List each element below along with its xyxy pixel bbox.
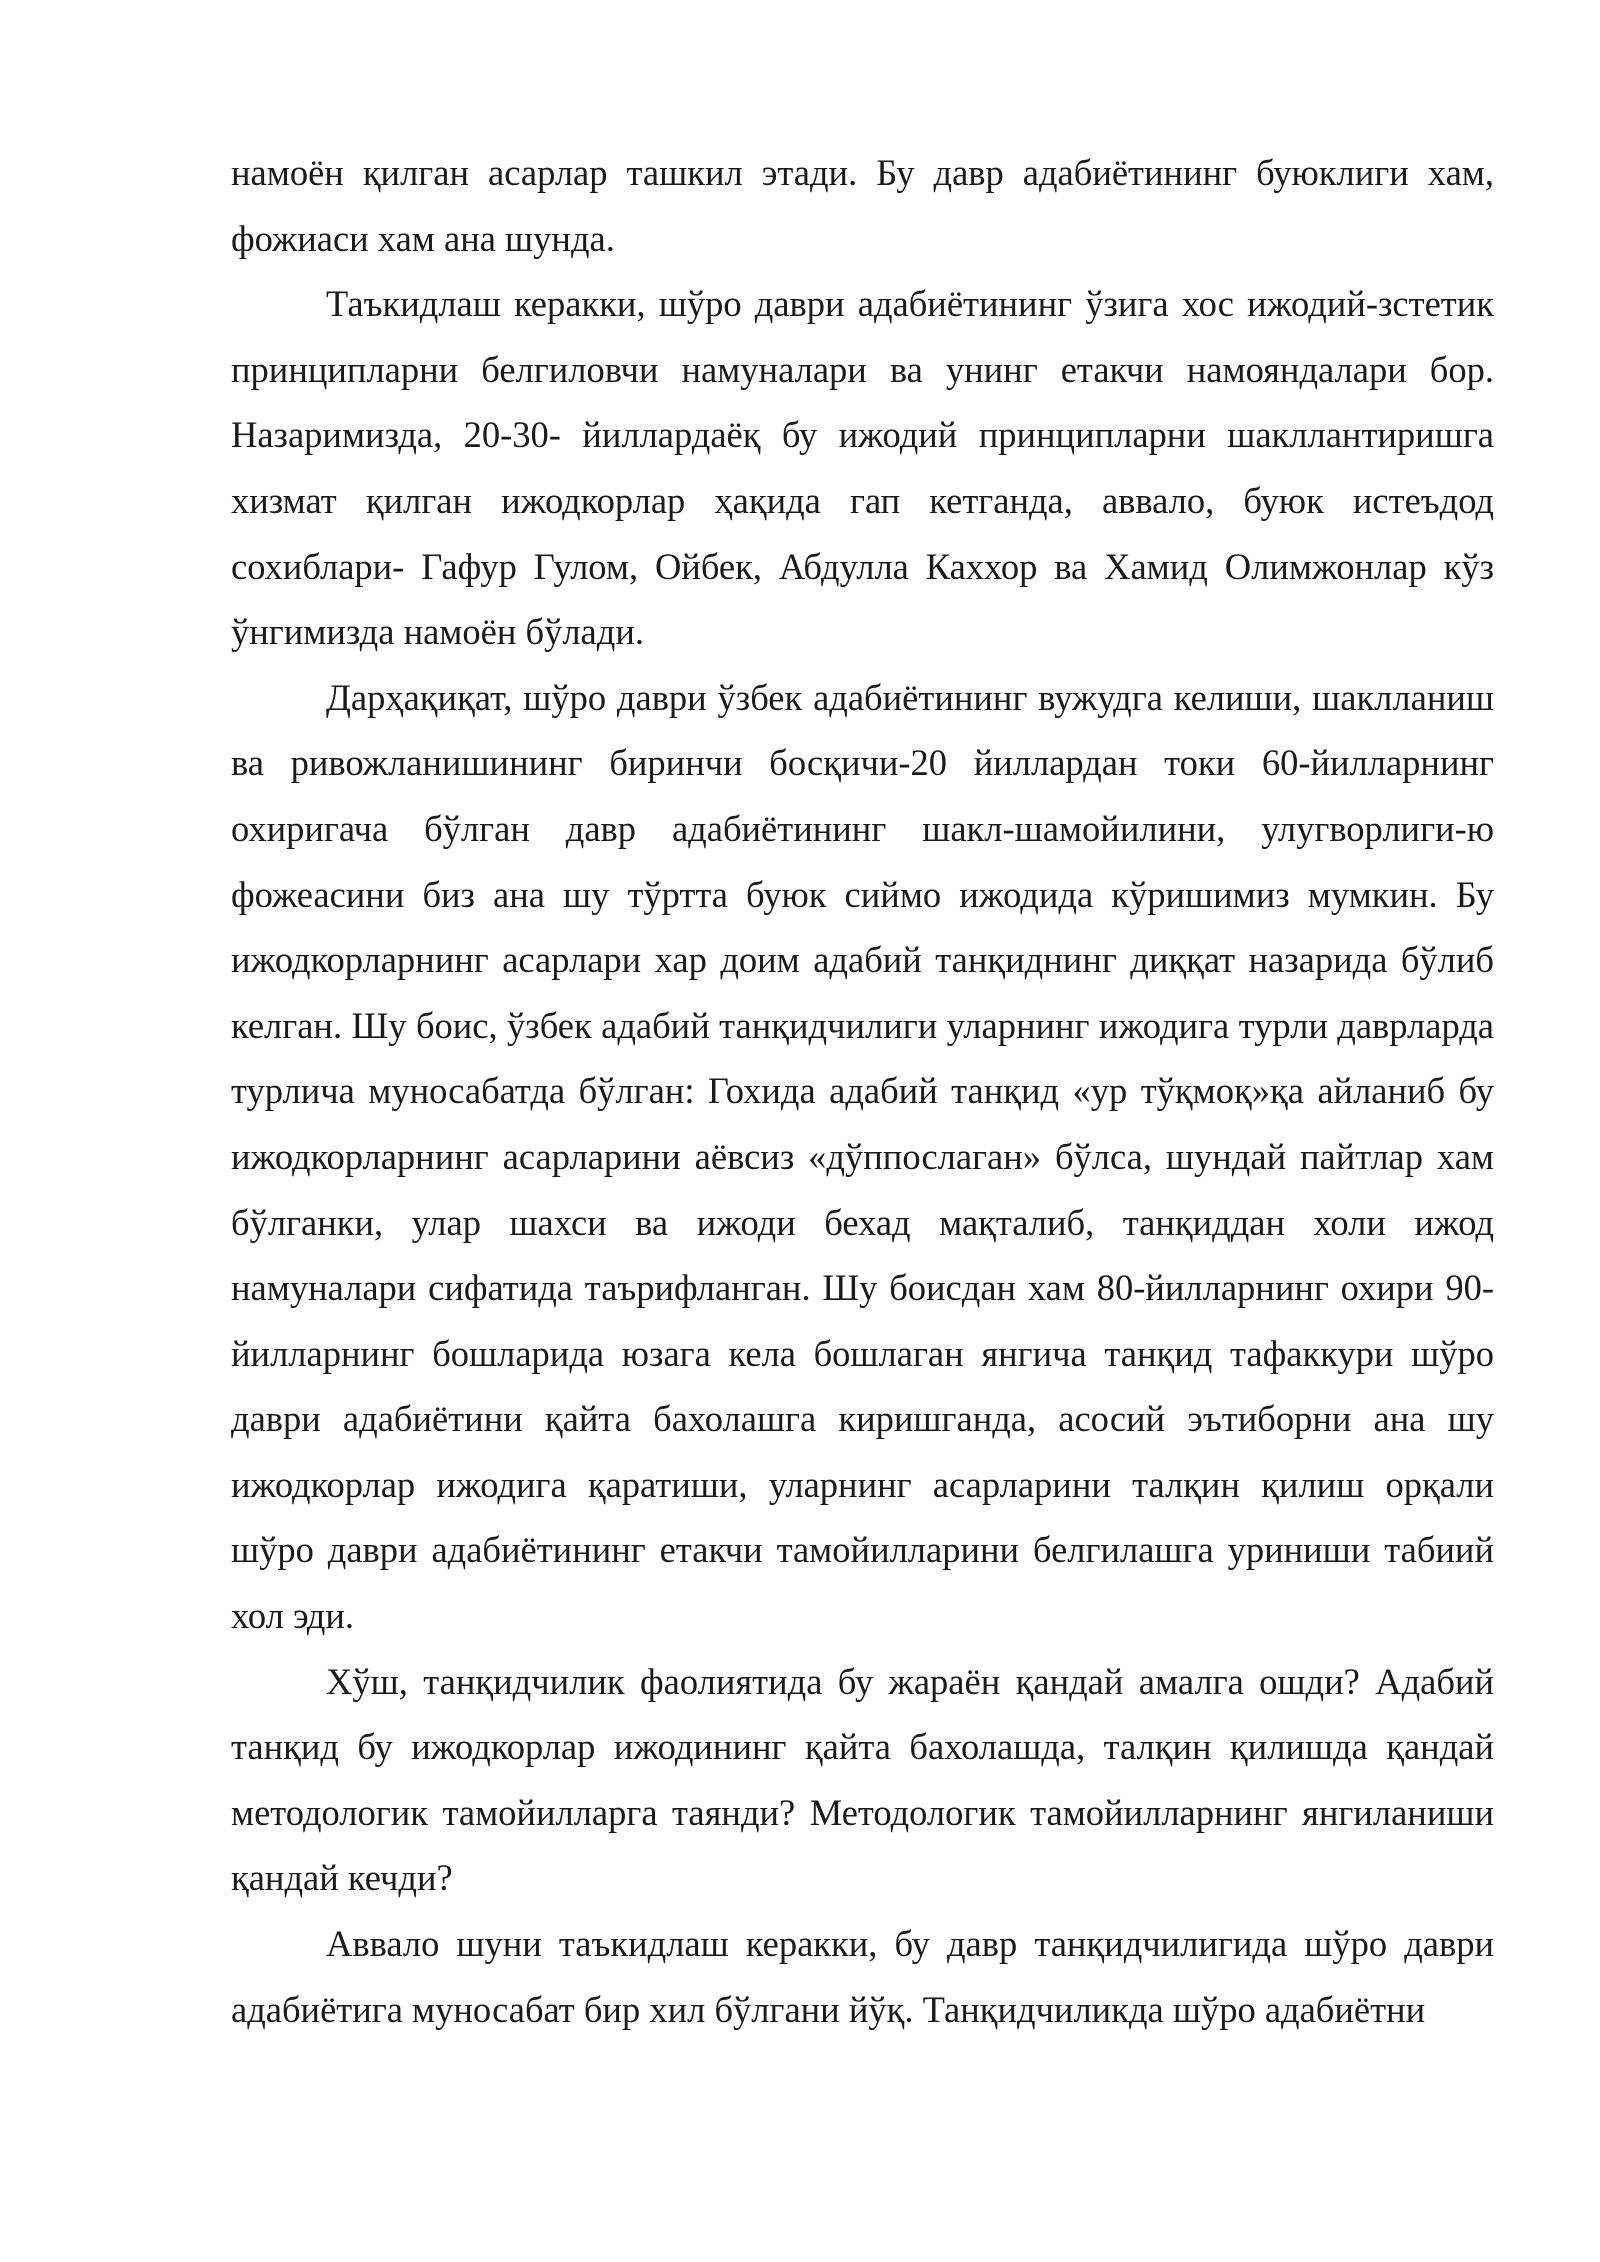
document-page — [231, 140, 1494, 2042]
paragraph-4: Хўш, танқидчилик фаолиятида бу жараён қандай амалга ошди? Адабий танқид бу ижодкорлар ижодининг қайта бахолашда, талқин қилишда қандай методологик тамойилларга таянди? Методологик тамойилларнинг янгиланиши қандай кечди? — [231, 1660, 1494, 1899]
paragraph-1: намоён қилган асарлар ташкил этади. Бу давр адабиётининг буюклиги хам, фожиаси хам ана шунда. — [231, 152, 1494, 259]
paragraph-3: Дарҳақиқат, шўро даври ўзбек адабиётининг вужудга келиши, шаклланиш ва ривожланишининг биринчи босқичи-20 йиллардан токи 60-йилларнинг охиригача бўлган давр адабиётининг шакл-шамойилини, улугворлиги-ю фожеасини биз ана шу тўртта буюк сиймо ижодида кўришимиз мумкин. Бу ижодкорларнинг асарлари хар доим адабий танқиднинг диққат назарида бўлиб келган. Шу боис, ўзбек адабий танқидчилиги уларнинг ижодига турли даврларда турлича муносабатда бўлган: Гохида адабий танқид «ур тўқмоқ»қа айланиб бу ижодкорларнинг асарларини аёвсиз «дўппослаган» бўлса, шундай пайтлар хам бўлганки, улар шахси ва ижоди бехад мақталиб, танқиддан холи ижод намуналари сифатида таърифланган. Шу боисдан хам 80-йилларнинг охири 90-йилларнинг бошларида юзага кела бошлаган янгича танқид тафаккури шўро даври адабиётини қайта бахолашга киришганда, асосий эътиборни ана шу ижодкорлар ижодига қаратиши, уларнинг асарларини талқин қилиш орқали шўро даври адабиётининг етакчи тамойилларини белгилашга уриниши табиий хол эди. — [231, 676, 1494, 1637]
paragraph-5: Аввало шуни таъкидлаш керакки, бу давр танқидчилигида шўро даври адабиётига муносабат бир хил бўлгани йўқ. Танқидчиликда шўро адабиётни — [231, 1923, 1494, 2030]
paragraph-2: Таъкидлаш керакки, шўро даври адабиётининг ўзига хос ижодий-зстетик принципларни белгиловчи намуналари ва унинг етакчи намояндалари бор. Назаримизда, 20-30- йиллардаёқ бу ижодий принципларни шакллантиришга хизмат қилган ижодкорлар ҳақида гап кетганда, аввало, буюк истеъдод сохиблари- Гафур Гулом, Ойбек, Абдулла Каххор ва Хамид Олимжонлар кўз ўнгимизда намоён бўлади. — [231, 283, 1494, 653]
